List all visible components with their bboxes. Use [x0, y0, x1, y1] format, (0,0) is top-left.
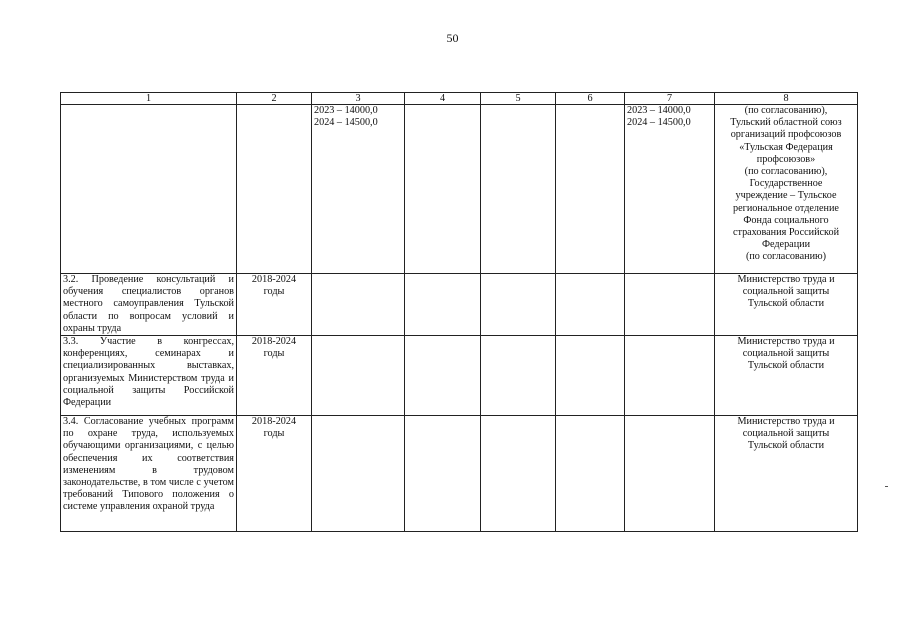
- executor-line: социальной защиты: [742, 428, 830, 440]
- executor-line: (по согласованию),: [744, 166, 828, 178]
- executor-line: Государственное: [749, 178, 823, 190]
- executor-line: социальной защиты: [742, 286, 830, 298]
- page-number: 50: [446, 31, 459, 45]
- empty-cell: [556, 336, 625, 416]
- executor-cell: [715, 274, 858, 336]
- executor-line: Тульский областной союз: [730, 117, 842, 129]
- empty-cell: [625, 416, 715, 532]
- executor-line: организаций профсоюзов: [730, 129, 842, 141]
- executor-line: профсоюзов»: [756, 153, 816, 165]
- header-cell: 7: [625, 93, 715, 105]
- executor-cell: [715, 105, 858, 274]
- header-cell: 4: [405, 93, 481, 105]
- empty-cell: [312, 336, 405, 416]
- funding-line: 2024 – 14500,0: [627, 117, 691, 129]
- empty-cell: [481, 336, 556, 416]
- executor-line: социальной защиты: [742, 348, 830, 360]
- period-line: 2018-2024: [251, 274, 297, 285]
- activity-table: [60, 92, 858, 532]
- empty-cell: [481, 274, 556, 336]
- empty-cell: [556, 105, 625, 274]
- header-cell: 6: [556, 93, 625, 105]
- executor-line: Фонда социального: [743, 214, 829, 226]
- header-cell: 5: [481, 93, 556, 105]
- header-cell: 2: [237, 93, 312, 105]
- executor-line: Министерство труда и: [737, 416, 835, 428]
- header-cell: 8: [715, 93, 858, 105]
- period-line: годы: [263, 428, 285, 440]
- funding-line: 2024 – 14500,0: [314, 117, 378, 129]
- period-line: годы: [263, 348, 285, 360]
- funding-cell: [625, 105, 715, 274]
- period-cell: [237, 416, 312, 532]
- description-cell: 3.3. Участие в конгрессах, конференциях, семинарах и специализированных выставках, организуемых Министерством труда и социальной защиты Российской Федерации: [61, 336, 237, 416]
- table-header-row: [61, 93, 858, 105]
- empty-cell: [405, 274, 481, 336]
- table-row: [61, 274, 858, 336]
- period-line: 2018-2024: [251, 336, 297, 348]
- empty-cell: [312, 416, 405, 532]
- executor-cell: [715, 336, 858, 416]
- executor-line: учреждение – Тульское: [735, 190, 837, 202]
- period-cell: [237, 105, 312, 274]
- executor-line: Министерство труда и: [737, 336, 835, 348]
- executor-line: страхования Российской: [732, 227, 840, 239]
- table-row: [61, 416, 858, 532]
- executor-line: Тульской области: [747, 360, 825, 372]
- empty-cell: [405, 105, 481, 274]
- empty-cell: [405, 336, 481, 416]
- empty-cell: [625, 336, 715, 416]
- executor-line: (по согласованию): [745, 251, 827, 263]
- empty-cell: [405, 416, 481, 532]
- executor-line: Тульской области: [747, 440, 825, 452]
- empty-cell: [556, 274, 625, 336]
- scan-speck: [885, 486, 888, 487]
- executor-line: Федерации: [761, 239, 811, 251]
- header-cell: 3: [312, 93, 405, 105]
- executor-line: Тульской области: [747, 298, 825, 310]
- period-line: годы: [263, 286, 285, 298]
- executor-line: (по согласованию),: [744, 105, 828, 116]
- description-cell: [61, 105, 237, 274]
- empty-cell: [481, 105, 556, 274]
- description-cell: 3.2. Проведение консультаций и обучения специалистов органов местного самоуправления Тульской области по вопросам условий и охраны труда: [61, 274, 237, 336]
- period-line: 2018-2024: [251, 416, 297, 428]
- period-cell: [237, 336, 312, 416]
- executor-line: региональное отделение: [733, 202, 839, 214]
- empty-cell: [556, 416, 625, 532]
- header-cell: 1: [61, 93, 237, 105]
- funding-cell: [312, 105, 405, 274]
- empty-cell: [481, 416, 556, 532]
- funding-line: 2023 – 14000,0: [627, 105, 691, 116]
- empty-cell: [312, 274, 405, 336]
- executor-cell: [715, 416, 858, 532]
- table-row: [61, 336, 858, 416]
- description-cell: 3.4. Согласование учебных программ по охране труда, используемых обучающими организациями, с целью обеспечения их соответствия изменениям в трудовом законодательстве, в том числе с учетом требований Типового положения о системе управления охраной труда: [61, 416, 237, 532]
- period-cell: [237, 274, 312, 336]
- table-row: [61, 105, 858, 274]
- empty-cell: [625, 274, 715, 336]
- executor-line: Министерство труда и: [737, 274, 835, 285]
- executor-line: «Тульская Федерация: [739, 141, 833, 153]
- funding-line: 2023 – 14000,0: [314, 105, 378, 116]
